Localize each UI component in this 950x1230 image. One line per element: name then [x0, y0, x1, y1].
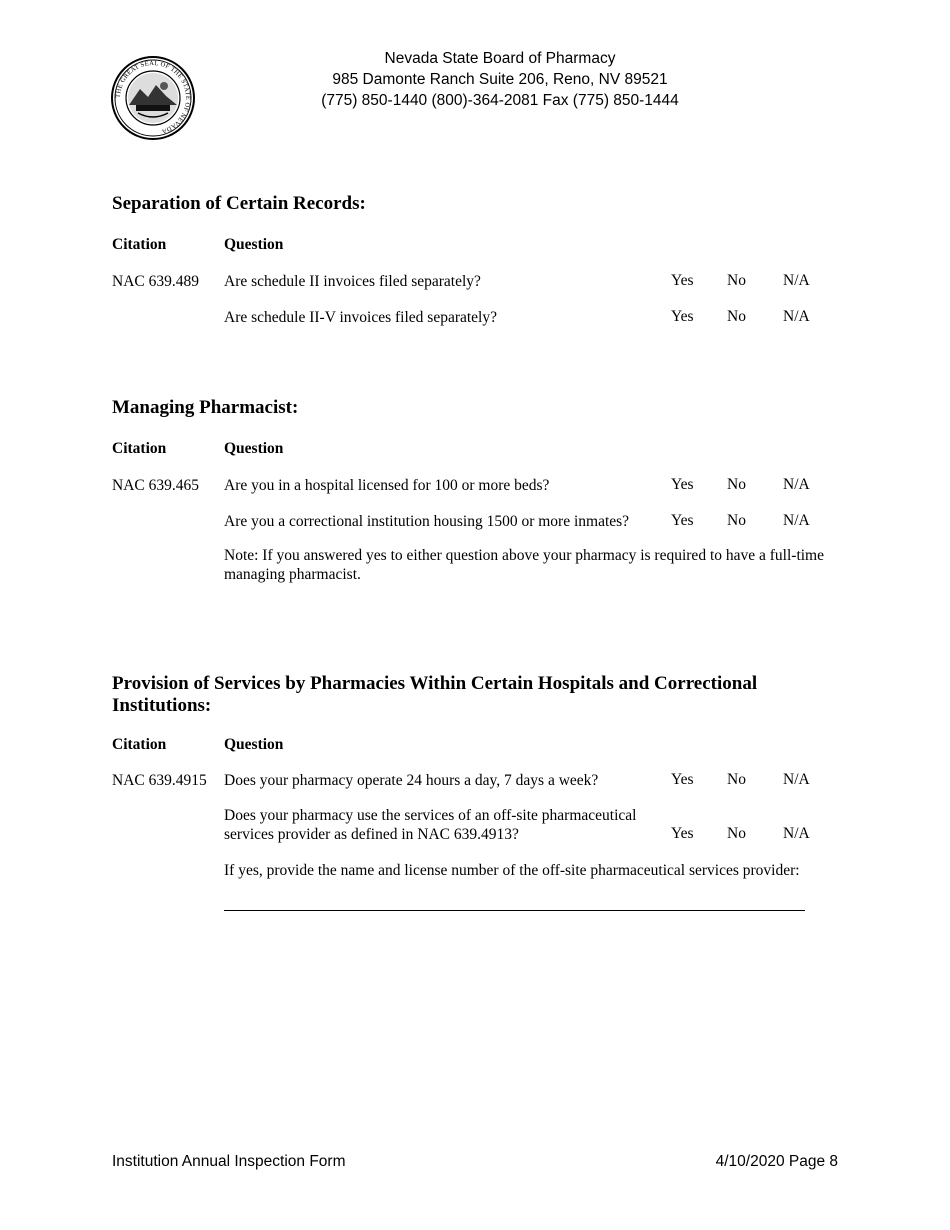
- org-name: Nevada State Board of Pharmacy: [384, 50, 616, 67]
- answer-na[interactable]: N/A: [783, 825, 810, 842]
- citation: NAC 639.465: [112, 477, 199, 494]
- footer-form-name: Institution Annual Inspection Form: [112, 1153, 346, 1170]
- answer-yes[interactable]: Yes: [671, 771, 694, 788]
- citation: NAC 639.4915: [112, 772, 207, 789]
- answer-na[interactable]: N/A: [783, 476, 810, 493]
- answer-yes[interactable]: Yes: [671, 476, 694, 493]
- citation: NAC 639.489: [112, 273, 199, 290]
- column-header-citation: Citation: [112, 440, 167, 457]
- column-header-question: Question: [224, 440, 284, 457]
- answer-na[interactable]: N/A: [783, 272, 810, 289]
- answer-no[interactable]: No: [727, 825, 746, 842]
- answer-no[interactable]: No: [727, 476, 746, 493]
- question-text: Does your pharmacy operate 24 hours a day, 7 days a week?: [224, 772, 599, 789]
- question-text: Does your pharmacy use the services of an off-site pharmaceutical services provider as defined in NAC 639.4913?: [224, 807, 637, 843]
- answer-no[interactable]: No: [727, 771, 746, 788]
- question-text: Are you in a hospital licensed for 100 or more beds?: [224, 477, 550, 494]
- answer-yes[interactable]: Yes: [671, 308, 694, 325]
- provider-prompt: If yes, provide the name and license number of the off-site pharmaceutical services provider:: [224, 862, 800, 879]
- state-seal-icon: [110, 55, 196, 141]
- column-header-question: Question: [224, 236, 284, 253]
- answer-no[interactable]: No: [727, 272, 746, 289]
- note-text: Note: If you answered yes to either question above your pharmacy is required to have a full-time managing pharmacist.: [224, 547, 824, 583]
- section-title-separation-records: Separation of Certain Records:: [112, 193, 366, 214]
- provider-answer-line[interactable]: [224, 910, 805, 911]
- org-address: 985 Damonte Ranch Suite 206, Reno, NV 89521: [332, 71, 668, 88]
- answer-yes[interactable]: Yes: [671, 825, 694, 842]
- column-header-citation: Citation: [112, 236, 167, 253]
- seal-ring-text: THE GREAT SEAL OF THE STATE OF NEVADA: [114, 59, 192, 135]
- answer-na[interactable]: N/A: [783, 771, 810, 788]
- answer-na[interactable]: N/A: [783, 308, 810, 325]
- section-title-provision-of-services: Provision of Services by Pharmacies Within Certain Hospitals and Correctional Institutions:: [112, 673, 758, 716]
- section-title-managing-pharmacist: Managing Pharmacist:: [112, 397, 299, 418]
- answer-yes[interactable]: Yes: [671, 272, 694, 289]
- answer-na[interactable]: N/A: [783, 512, 810, 529]
- question-text: Are schedule II-V invoices filed separately?: [224, 309, 497, 326]
- footer-date-page: 4/10/2020 Page 8: [715, 1153, 838, 1170]
- org-phone: (775) 850-1440 (800)-364-2081 Fax (775) 850-1444: [321, 92, 679, 109]
- answer-yes[interactable]: Yes: [671, 512, 694, 529]
- question-text: Are you a correctional institution housing 1500 or more inmates?: [224, 513, 630, 530]
- column-header-question: Question: [224, 736, 284, 753]
- answer-no[interactable]: No: [727, 308, 746, 325]
- answer-no[interactable]: No: [727, 512, 746, 529]
- column-header-citation: Citation: [112, 736, 167, 753]
- question-text: Are schedule II invoices filed separately?: [224, 273, 481, 290]
